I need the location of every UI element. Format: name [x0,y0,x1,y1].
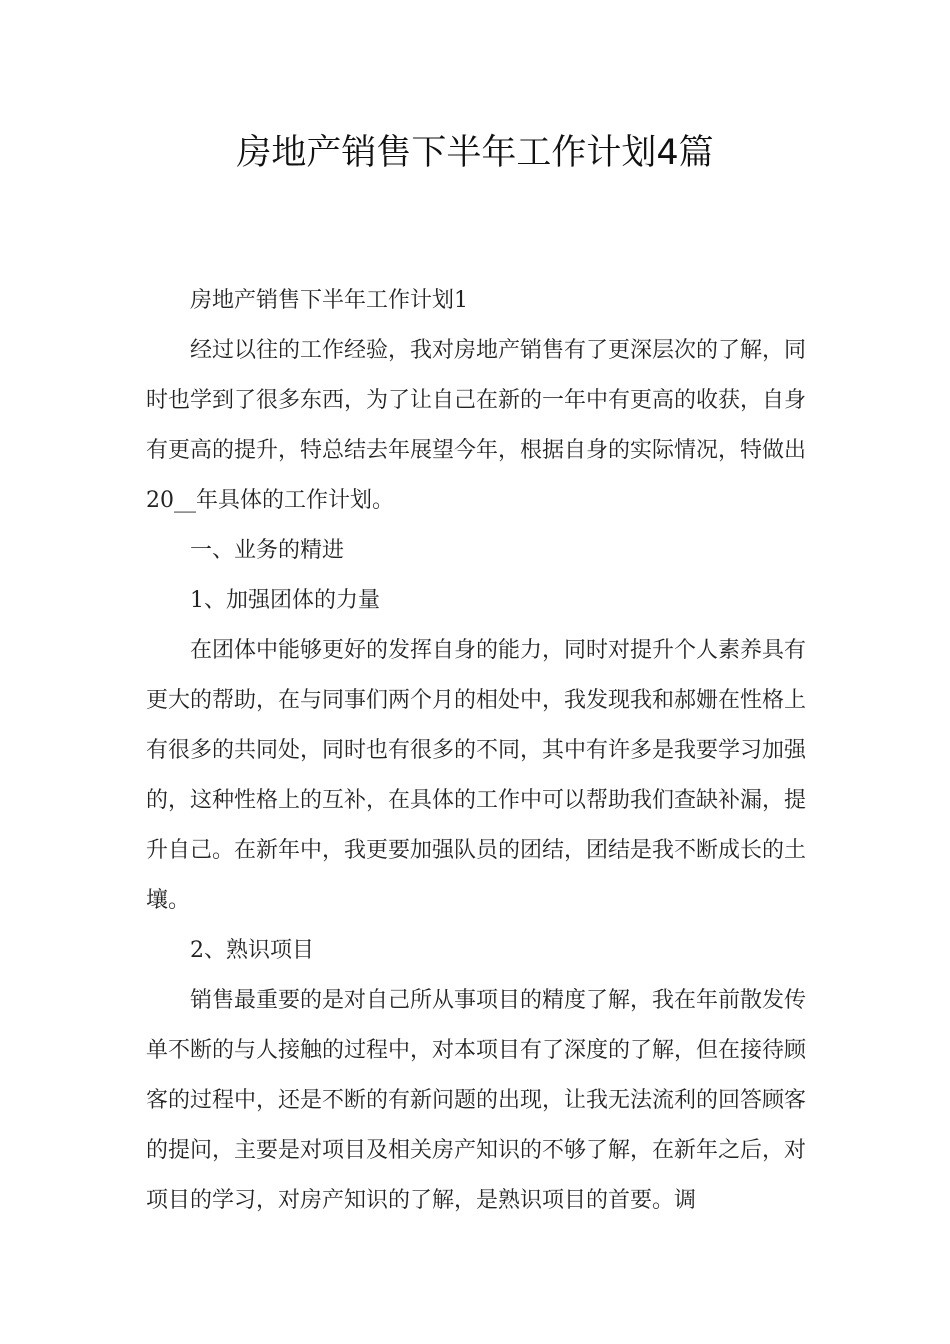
document-body [146,276,806,1226]
section-heading-business: 一、业务的精进 [190,538,345,563]
subheading-team: 1、加强团体的力量 [190,588,380,613]
paragraph-project: 销售最重要的是对自己所从事项目的精度了解，我在年前散发传单不断的与人接触的过程中，对本项目有了深度的了解，但在接待顾客的过程中，还是不断的有新问题的出现，让我无法流利的回答顾客的提问，主要是对项目及相关房产知识的不够了解，在新年之后，对项目的学习，对房产知识的了解，是熟识项目的首要。调 [146,988,807,1213]
subheading-project: 2、熟识项目 [190,938,314,963]
paragraph-intro: 经过以往的工作经验，我对房地产销售有了更深层次的了解，同时也学到了很多东西，为了让自己在新的一年中有更高的收获，自身有更高的提升，特总结去年展望今年，根据自身的实际情况，特做出20__年具体的工作计划。 [146,338,807,513]
paragraph-heading-plan-1: 房地产销售下半年工作计划1 [190,288,468,313]
paragraph-team: 在团体中能够更好的发挥自身的能力，同时对提升个人素养具有更大的帮助，在与同事们两个月的相处中，我发现我和郝姗在性格上有很多的共同处，同时也有很多的不同，其中有许多是我要学习加强的，这种性格上的互补，在具体的工作中可以帮助我们查缺补漏，提升自己。在新年中，我更要加强队员的团结，团结是我不断成长的土壤。 [146,638,807,913]
document-title: 房地产销售下半年工作计划4篇 [236,133,714,173]
